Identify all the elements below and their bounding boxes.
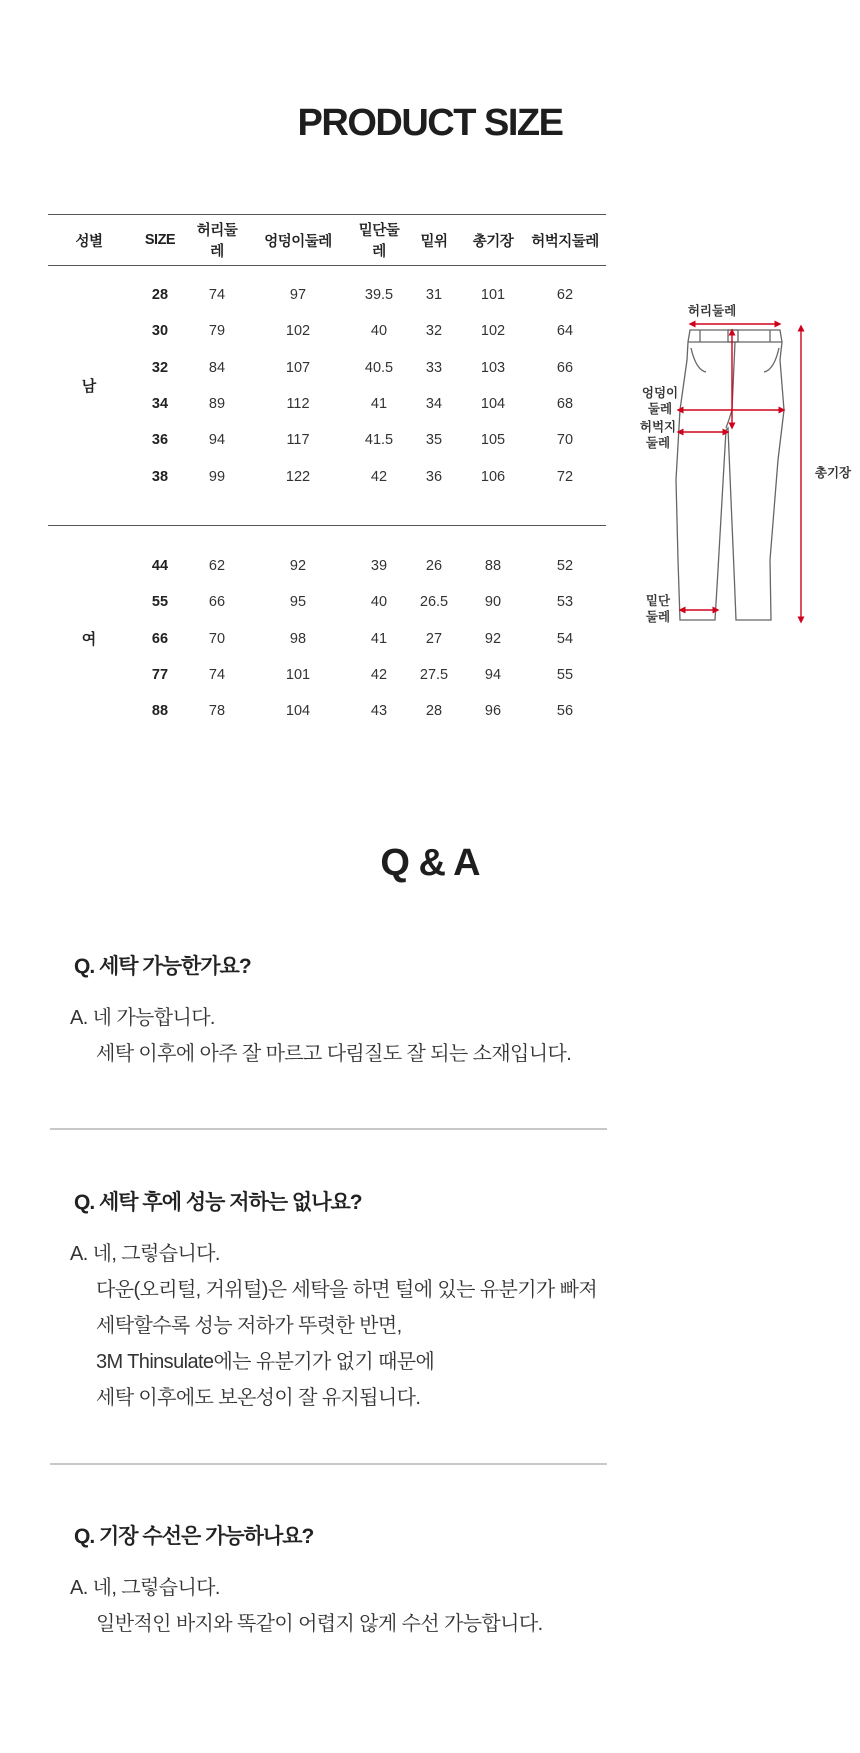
spacer-cell (352, 525, 406, 548)
table-spacer (48, 266, 606, 278)
qa-divider (50, 1463, 607, 1465)
spacer-cell (524, 525, 606, 548)
measurement-cell: 79 (208, 323, 226, 340)
measurement-cell: 94 (208, 432, 226, 449)
measurement-cell: 104 (285, 703, 311, 720)
thigh-label: 둘레 (645, 436, 671, 450)
length-label: 총기장 (814, 466, 852, 480)
size-cell: 38 (151, 468, 169, 485)
measurement-cell: 99 (208, 468, 226, 485)
measurement-cell: 40.5 (364, 359, 394, 376)
pants-measurement-diagram (640, 300, 855, 640)
spacer-cell (190, 266, 244, 278)
measurement-cell: 95 (289, 594, 307, 611)
measurement-cell: 74 (208, 287, 226, 304)
size-cell: 30 (151, 323, 169, 340)
spacer-cell (48, 266, 130, 278)
spacer-cell (524, 495, 606, 526)
qa-answer-line: 세탁할수록 성능 저하가 뚜렷한 반면, (96, 1315, 402, 1337)
measurement-cell: 70 (208, 630, 226, 647)
size-cell: 32 (151, 359, 169, 376)
measurement-cell: 105 (480, 432, 506, 449)
table-row (48, 693, 606, 729)
table-row (48, 386, 606, 422)
spacer-cell (352, 495, 406, 526)
spacer-cell (244, 525, 352, 548)
measurement-cell: 35 (425, 432, 443, 449)
size-cell: 44 (151, 557, 169, 574)
measurement-cell: 36 (425, 468, 443, 485)
measurement-cell: 55 (556, 666, 574, 683)
qa-answer (70, 1570, 610, 1642)
measurement-cell: 26.5 (419, 594, 449, 611)
spacer-cell (462, 525, 524, 548)
measurement-cell: 28 (425, 703, 443, 720)
qa-answer-line: 다운(오리털, 거위털)은 세탁을 하면 털에 있는 유분기가 빠져 (96, 1279, 598, 1301)
qa-divider (50, 1128, 607, 1130)
qa-item (70, 1520, 610, 1642)
page-title: PRODUCT SIZE (297, 102, 563, 144)
qa-item (70, 950, 610, 1072)
measurement-cell: 112 (286, 396, 310, 413)
table-row (48, 620, 606, 656)
table-row (48, 350, 606, 386)
size-cell: 55 (151, 594, 169, 611)
column-header: 총기장 (462, 215, 524, 266)
size-cell: 88 (151, 703, 169, 720)
measurement-cell: 92 (289, 557, 307, 574)
measurement-cell: 54 (556, 630, 574, 647)
size-cell: 34 (151, 396, 169, 413)
measurement-cell: 72 (556, 468, 574, 485)
measurement-cell: 27 (425, 630, 443, 647)
measurement-cell: 56 (556, 703, 574, 720)
qa-item (70, 1186, 610, 1416)
size-table-header (48, 215, 606, 266)
table-row (48, 657, 606, 693)
measurement-cell: 41 (370, 630, 388, 647)
measurement-cell: 39.5 (364, 287, 394, 304)
spacer-cell (406, 495, 462, 526)
column-header: 허리둘레 (190, 215, 244, 266)
measurement-cell: 41.5 (364, 432, 394, 449)
measurement-cell: 102 (285, 323, 311, 340)
measurement-cell: 122 (285, 468, 311, 485)
measurement-cell: 101 (480, 287, 506, 304)
measurement-cell: 42 (370, 666, 388, 683)
size-cell: 36 (151, 432, 169, 449)
measurement-cell: 106 (480, 468, 506, 485)
measurement-cell: 33 (425, 359, 443, 376)
measurement-cell: 94 (484, 666, 502, 683)
spacer-cell (352, 266, 406, 278)
measurement-cell: 117 (286, 432, 310, 449)
spacer-cell (244, 266, 352, 278)
measurement-cell: 27.5 (419, 666, 449, 683)
table-row (48, 458, 606, 494)
qa-answer-line: 3M Thinsulate에는 유분기가 없기 때문에 (96, 1351, 435, 1373)
qa-answer-line: A. 네, 그렇습니다. (70, 1243, 220, 1265)
qa-answer-line: 세탁 이후에 아주 잘 마르고 다림질도 잘 되는 소재입니다. (96, 1043, 572, 1065)
measurement-cell: 102 (480, 323, 506, 340)
measurement-cell: 88 (484, 557, 502, 574)
measurement-cell: 104 (480, 396, 506, 413)
table-row (48, 584, 606, 620)
spacer-cell (130, 266, 190, 278)
measurement-cell: 90 (484, 594, 502, 611)
spacer-cell (524, 266, 606, 278)
column-header: 밑단둘레 (352, 215, 406, 266)
measurement-cell: 26 (425, 557, 443, 574)
spacer-cell (190, 525, 244, 548)
measurement-cell: 40 (370, 323, 388, 340)
measurement-cell: 39 (370, 557, 388, 574)
measurement-cell: 62 (208, 557, 226, 574)
measurement-cell: 66 (208, 594, 226, 611)
measurement-cell: 96 (484, 703, 502, 720)
measurement-cell: 101 (285, 666, 311, 683)
measurement-cell: 68 (556, 396, 574, 413)
table-row (48, 422, 606, 458)
table-row (48, 277, 606, 313)
measurement-cell: 70 (556, 432, 574, 449)
hem-label: 밑단 (645, 594, 671, 608)
size-cell: 28 (151, 287, 169, 304)
qa-title: Q & A (380, 842, 480, 884)
column-header: 성별 (48, 215, 130, 266)
measurement-cell: 43 (370, 703, 388, 720)
measurement-cell: 34 (425, 396, 443, 413)
spacer-cell (130, 495, 190, 526)
measurement-cell: 89 (208, 396, 226, 413)
hip-label: 엉덩이 (641, 386, 679, 400)
measurement-cell: 97 (289, 287, 307, 304)
qa-answer-line: A. 네, 그렇습니다. (70, 1577, 220, 1599)
measurement-cell: 52 (556, 557, 574, 574)
gender-cell: 남 (81, 378, 97, 396)
table-spacer (48, 525, 606, 548)
waist-label: 허리둘레 (687, 304, 737, 318)
column-header: 밑위 (406, 215, 462, 266)
column-header: 엉덩이둘레 (244, 215, 352, 266)
spacer-cell (406, 525, 462, 548)
size-cell: 66 (151, 630, 169, 647)
table-row (48, 313, 606, 349)
measurement-cell: 92 (484, 630, 502, 647)
measurement-cell: 74 (208, 666, 226, 683)
spacer-cell (244, 495, 352, 526)
qa-question: Q. 세탁 가능한가요? (74, 955, 251, 978)
spacer-cell (462, 266, 524, 278)
qa-answer-line: 세탁 이후에도 보온성이 잘 유지됩니다. (96, 1387, 421, 1409)
column-header: SIZE (130, 215, 190, 266)
measurement-cell: 31 (425, 287, 443, 304)
measurement-cell: 103 (480, 359, 506, 376)
size-table (48, 214, 606, 729)
measurement-cell: 98 (289, 630, 307, 647)
qa-answer-line: A. 네 가능합니다. (70, 1007, 215, 1029)
thigh-label: 허벅지 (640, 420, 677, 434)
measurement-cell: 32 (425, 323, 443, 340)
measurement-cell: 64 (556, 323, 574, 340)
qa-question: Q. 기장 수선은 가능하나요? (74, 1525, 314, 1548)
spacer-cell (48, 495, 130, 526)
spacer-cell (462, 495, 524, 526)
spacer-cell (190, 495, 244, 526)
measurement-cell: 78 (208, 703, 226, 720)
pants-outline (676, 330, 784, 620)
qa-answer (70, 1000, 610, 1072)
qa-answer (70, 1236, 610, 1416)
gender-cell: 여 (81, 631, 97, 649)
spacer-cell (130, 525, 190, 548)
measurement-cell: 62 (556, 287, 574, 304)
qa-answer-line: 일반적인 바지와 똑같이 어렵지 않게 수선 가능합니다. (96, 1613, 543, 1635)
measurement-cell: 40 (370, 594, 388, 611)
qa-question: Q. 세탁 후에 성능 저하는 없나요? (74, 1191, 362, 1214)
measurement-cell: 107 (285, 359, 311, 376)
spacer-cell (406, 266, 462, 278)
size-cell: 77 (151, 666, 169, 683)
hem-label: 둘레 (645, 610, 671, 624)
hip-label: 둘레 (647, 402, 673, 416)
measurement-cell: 53 (556, 594, 574, 611)
measurement-cell: 66 (556, 359, 574, 376)
measurement-cell: 84 (208, 359, 226, 376)
spacer-cell (48, 525, 130, 548)
table-spacer (48, 495, 606, 526)
measurement-cell: 42 (370, 468, 388, 485)
table-row (48, 548, 606, 584)
column-header: 허벅지둘레 (524, 215, 606, 266)
measurement-cell: 41 (370, 396, 388, 413)
